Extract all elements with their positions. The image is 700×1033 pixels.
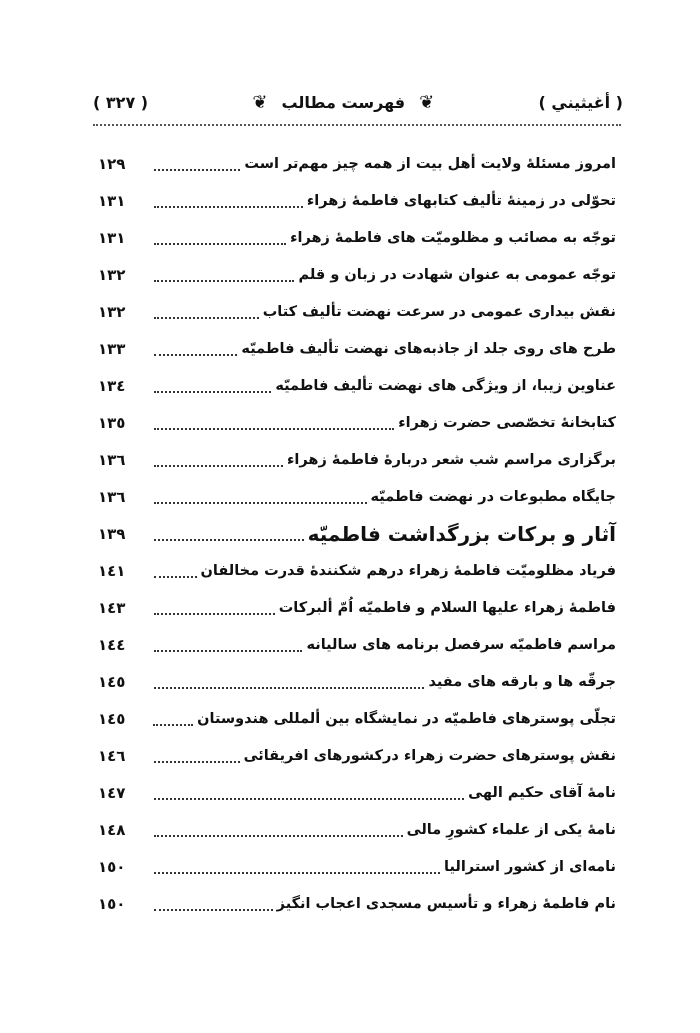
toc-entry [98,145,616,182]
toc-entry [98,182,616,219]
entry-title: توجّه عمومی به عنوان شهادت در زبان و قلم [298,266,616,283]
dot-leader [154,872,440,874]
entry-page: ١٤٤ [98,635,126,654]
entry-page: ١٣٦ [98,487,126,506]
entry-page: ١٤١ [98,561,126,580]
entry-page: ١٣٢ [98,302,126,321]
dot-leader [154,169,240,171]
section-heading [252,92,434,113]
entry-title: برگزاری مراسم شب شعر دربارۀ فاطمۀ زهراء [287,451,616,468]
entry-page: ١٥٠ [98,857,126,876]
dot-leader [154,613,275,615]
dot-leader [154,687,424,689]
dot-leader [154,909,273,911]
entry-page: ١٢٩ [98,154,126,173]
dot-leader [154,798,464,800]
toc-entry [98,700,616,737]
dot-leader [154,761,240,763]
toc-entry [98,441,616,478]
toc-entry [98,219,616,256]
toc-entry [98,885,616,922]
toc-entry [98,515,616,552]
entry-title: آثار و برکات بزرگداشت فاطمیّه [307,521,616,546]
entry-title: نامۀ آقای حکیم الهی [468,784,616,801]
dot-leader [154,391,271,393]
entry-page: ١٤٨ [98,820,126,839]
dot-leader [154,465,283,467]
toc-entry [98,256,616,293]
page-number: ( ٣٢٧ ) [93,92,149,112]
toc-entry [98,774,616,811]
dot-leader [154,539,304,541]
toc-entry [98,552,616,589]
entry-page: ١٣٤ [98,376,126,395]
entry-title: عناوین زیبا، از ویژگی های نهضت تألیف فاطمیّه [275,377,616,394]
dot-leader [154,354,237,356]
toc-entry [98,330,616,367]
entry-title: نامه‌ای از کشور استرالیا [444,858,616,875]
entry-page: ١٣٢ [98,265,126,284]
entry-page: ١٤٥ [98,709,126,728]
entry-page: ١٤٦ [98,746,126,765]
toc-entry [98,589,616,626]
entry-page: ١٣١ [98,228,126,247]
entry-title: جایگاه مطبوعات در نهضت فاطمیّه [370,488,616,505]
dot-leader [154,650,302,652]
dot-leader [154,317,259,319]
dot-leader [154,835,403,837]
entry-title: تحوّلی در زمینۀ تألیف کتابهای فاطمۀ زهراء [306,192,616,209]
toc-entry [98,811,616,848]
entry-title: فریاد مظلومیّت فاطمۀ زهراء درهم شکنندۀ قدرت مخالفان [200,562,616,579]
ornament-icon: ❦ [252,91,268,113]
toc-entry [98,367,616,404]
toc-entry [98,626,616,663]
toc-entry [98,404,616,441]
entry-page: ١٥٠ [98,894,126,913]
entry-title: توجّه به مصائب و مظلومیّت های فاطمۀ زهراء [290,229,616,246]
entry-title: تجلّی پوسترهای فاطمیّه در نمایشگاه بین ألمللی هندوستان [197,710,616,727]
dot-leader [154,428,394,430]
entry-page: ١٣١ [98,191,126,210]
header-divider [93,124,621,126]
entry-title: جرقّه ها و بارقه های مفید [428,673,616,690]
dot-leader [154,206,303,208]
entry-page: ١٣٥ [98,413,126,432]
entry-title: فاطمۀ زهراء عليها السلام و فاطمیّه اُمّ ألبرکات [278,599,616,616]
entry-title: کتابخانۀ تخصّصی حضرت زهراء [398,414,616,431]
page-header [93,88,623,116]
entry-title: مراسم فاطمیّه سرفصل برنامه های سالیانه [306,636,616,653]
dot-leader [153,724,193,726]
entry-title: نامۀ یکی از علماء کشورِ مالی [406,821,616,838]
entry-page: ١٣٦ [98,450,126,469]
table-of-contents [98,145,616,922]
dot-leader [154,502,367,504]
toc-entry [98,293,616,330]
dot-leader [154,280,294,282]
section-title: فهرست مطالب [281,92,406,112]
ornament-icon: ❦ [419,91,435,113]
entry-page: ١٣٩ [98,524,126,543]
entry-page: ١٤٧ [98,783,126,802]
toc-entry [98,848,616,885]
entry-title: نقش پوسترهای حضرت زهراء درکشورهای افریقائی [243,747,616,764]
entry-page: ١٤٣ [98,598,126,617]
entry-page: ١٣٣ [98,339,126,358]
entry-page: ١٤٥ [98,672,126,691]
entry-title: نام فاطمۀ زهراء و تأسیس مسجدی اعجاب انگیز [276,895,616,912]
toc-entry [98,737,616,774]
toc-entry [98,663,616,700]
entry-title: امروز مسئلۀ ولایت أهل بیت از همه چیز مهم‌تر است [244,155,616,172]
dot-leader [154,243,286,245]
entry-title: طرح های روی جلد از جاذبه‌های نهضت تألیف فاطمیّه [241,340,616,357]
entry-title: نقش بیداری عمومی در سرعت نهضت تألیف کتاب [262,303,616,320]
dot-leader [154,576,197,578]
book-title: ( أغيثيني ) [538,92,623,112]
toc-entry [98,478,616,515]
